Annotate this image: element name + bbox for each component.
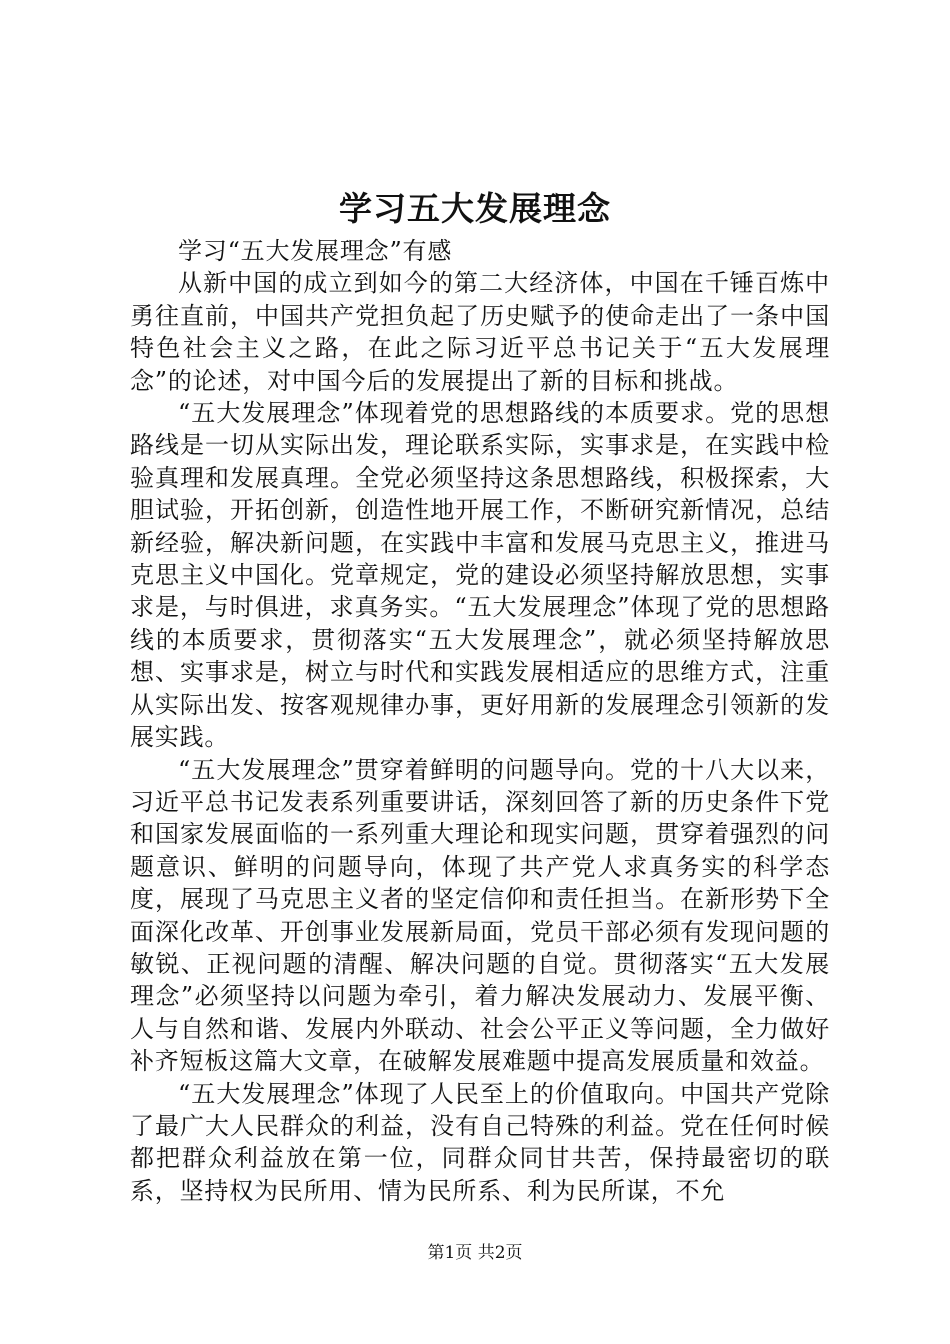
paragraph: “五大发展理念”体现了人民至上的价值取向。中国共产党除了最广大人民群众的利益，没有自己特殊的利益。党在任何时候都把群众利益放在第一位，同群众同甘共苦，保持最密切的联系，坚持权为民所用、情为民所系、利为民所谋，不允 — [130, 1079, 830, 1205]
document-body — [130, 235, 830, 1207]
document-title: 学习五大发展理念 — [339, 189, 611, 228]
page-footer: 第1页 共2页 — [427, 1243, 523, 1263]
paragraph: 从新中国的成立到如今的第二大经济体，中国在千锤百炼中勇往直前，中国共产党担负起了历史赋予的使命走出了一条中国特色社会主义之路，在此之际习近平总书记关于“五大发展理念”的论述，对中国今后的发展提出了新的目标和挑战。 — [130, 269, 830, 395]
subtitle-paragraph: 学习“五大发展理念”有感 — [178, 237, 453, 265]
paragraph: “五大发展理念”贯穿着鲜明的问题导向。党的十八大以来，习近平总书记发表系列重要讲话，深刻回答了新的历史条件下党和国家发展面临的一系列重大理论和现实问题，贯穿着强烈的问题意识、鲜明的问题导向，体现了共产党人求真务实的科学态度，展现了马克思主义者的坚定信仰和责任担当。在新形势下全面深化改革、开创事业发展新局面，党员干部必须有发现问题的敏锐、正视问题的清醒、解决问题的自觉。贯彻落实“五大发展理念”必须坚持以问题为牵引，着力解决发展动力、发展平衡、人与自然和谐、发展内外联动、社会公平正义等问题，全力做好补齐短板这篇大文章，在破解发展难题中提高发展质量和效益。 — [130, 755, 830, 1076]
paragraph: “五大发展理念”体现着党的思想路线的本质要求。党的思想路线是一切从实际出发，理论联系实际，实事求是，在实践中检验真理和发展真理。全党必须坚持这条思想路线，积极探索，大胆试验，开拓创新，创造性地开展工作，不断研究新情况，总结新经验，解决新问题，在实践中丰富和发展马克思主义，推进马克思主义中国化。党章规定，党的建设必须坚持解放思想，实事求是，与时俱进，求真务实。“五大发展理念”体现了党的思想路线的本质要求，贯彻落实“五大发展理念”，就必须坚持解放思想、实事求是，树立与时代和实践发展相适应的思维方式，注重从实际出发、按客观规律办事，更好用新的发展理念引领新的发展实践。 — [130, 399, 830, 752]
